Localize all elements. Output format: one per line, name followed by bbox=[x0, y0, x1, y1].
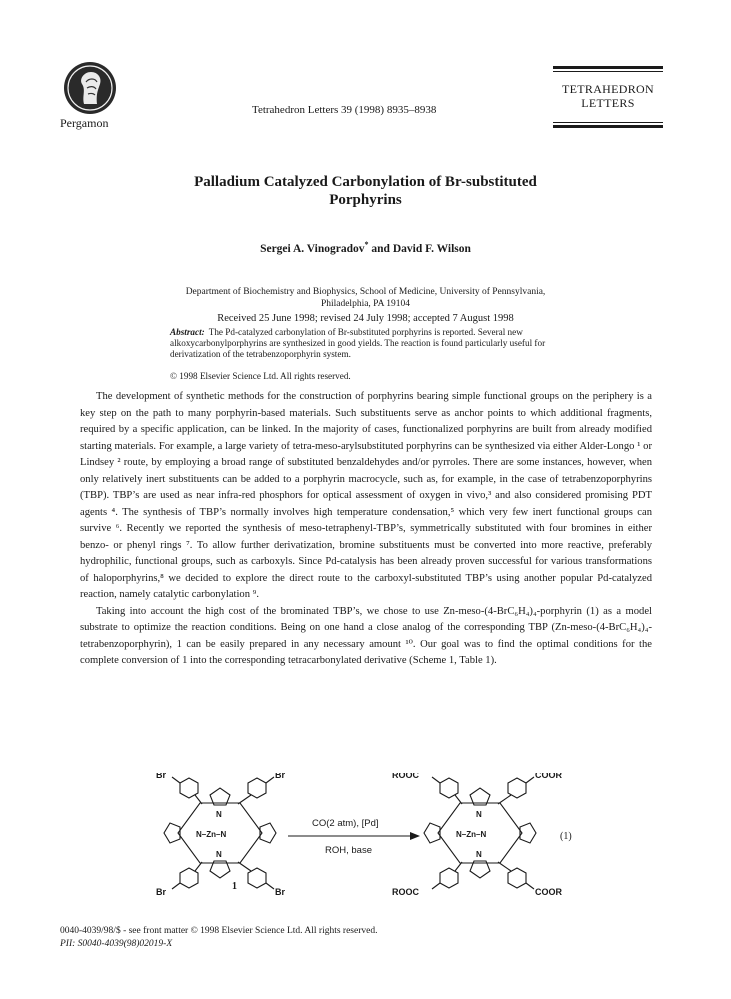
affiliation-line-1: Department of Biochemistry and Biophysics, School of Medicine, University of Pennsylvania, bbox=[185, 287, 546, 297]
reactant-br-bottom-left: Br bbox=[156, 887, 167, 895]
footer-front-matter: 0040-4039/98/$ - see front matter © 1998 Elsevier Science Ltd. All rights reserved. bbox=[60, 926, 378, 936]
journal-name bbox=[556, 82, 660, 110]
product-metal-center: N–Zn–N bbox=[456, 830, 487, 839]
publisher-logo bbox=[62, 60, 118, 116]
article-title bbox=[100, 173, 631, 209]
reaction-scheme-graphic bbox=[140, 773, 620, 895]
product-n-bottom: N bbox=[476, 850, 482, 859]
paragraph-1: The development of synthetic methods for the construction of porphyrins bearing simple functional groups on the periphery is a key step on the path to many porphyrin-based materials. Such substituents serve as anchor points to which additional fragments, required by a specific application, can be linked. In the majority of cases, functionalized porphyrins are built from already modified starting materials. For example, a large variety of tetra-meso-arylsubstituted porphyrins can be synthesized via either Alder-Longo ¹ or Lindsey ² route, by employing a broad range of substituted benzaldehydes and/or pyrroles. There are some instances, however, when only relatively inert substituents can be added to a porphyrin macrocycle, such as, for example, in the case of tetrabenzoporphyrins (TBP). TBP’s are used as near infra-red phosphors for optical assessment of oxygen in vivo,³ and also considered promising PDT agents ⁴. The synthesis of TBP’s normally involves high temperature condensation,⁵ which very few inert functional groups can survive ⁶. Recently we reported the synthesis of meso-tetraphenyl-TBP’s, symmetrically substituted with four bromines in either benzo- or phenyl rings ⁷. To allow further derivatization, bromine substituents must be converted into more reactive, preferably hydrophilic, functional groups, such as carboxyls. Since Pd-catalysis has been already proven successful for various transformations of haloporphyrins,⁸ we decided to explore the direct route to the carboxyl-substituted TBP’s using another popular Pd-catalyzed reaction, namely catalytic carbonylation ⁹. bbox=[80, 391, 652, 600]
author-1: Sergei A. Vinogradov bbox=[260, 242, 365, 255]
paragraph-2: Taking into account the high cost of the brominated TBP’s, we chose to use Zn-meso-(4-BrC₆H₄)₄-porphyrin (1) as a model substrate to optimize the reaction conditions. Being on one hand a close analog of the corresponding TBP (Zn-meso-(4-BrC₆H₄)₄-tetrabenzoporphyrin), 1 can be easily prepared in any necessary amount ¹⁰. Our goal was to find the optimal conditions for the complete conversion of 1 into the corresponding tetracarbonylated derivative (Scheme 1, Table 1). bbox=[80, 605, 652, 666]
abstract-text: The Pd-catalyzed carbonylation of Br-substituted porphyrins is reported. Several new alkoxycarbonylporphyrins are synthesized in good yields. The reaction is found particularly useful for derivatization of the tetrabenzoporphyrin system. bbox=[170, 327, 546, 359]
copyright-notice: © 1998 Elsevier Science Ltd. All rights reserved. bbox=[170, 371, 351, 381]
abstract bbox=[170, 327, 585, 360]
header-rule-top-1 bbox=[553, 66, 663, 69]
reaction-arrow bbox=[288, 818, 420, 856]
product-n-top: N bbox=[476, 810, 482, 819]
affiliation bbox=[130, 286, 601, 310]
compound-label: 1 bbox=[232, 881, 237, 892]
author-2: David F. Wilson bbox=[392, 242, 471, 255]
product-coor-top-right: COOR bbox=[535, 773, 562, 780]
journal-name-line2: LETTERS bbox=[581, 96, 635, 110]
authors bbox=[100, 240, 631, 255]
abstract-label: Abstract: bbox=[170, 327, 205, 337]
affiliation-line-2: Philadelphia, PA 19104 bbox=[320, 299, 411, 309]
footer bbox=[60, 925, 377, 951]
title-line-1: Palladium Catalyzed Carbonylation of Br-substituted bbox=[194, 174, 537, 190]
journal-citation: Tetrahedron Letters 39 (1998) 8935–8938 bbox=[252, 104, 437, 116]
elsevier-tree-logo-icon bbox=[62, 60, 118, 116]
author-join: and bbox=[368, 242, 393, 255]
title-line-2: Porphyrins bbox=[329, 192, 402, 208]
reactant-br-top-right: Br bbox=[275, 773, 286, 780]
corresponding-author-mark: * bbox=[364, 240, 369, 249]
publisher-name: Pergamon bbox=[60, 116, 109, 130]
header-rule-bottom-1 bbox=[553, 122, 663, 123]
received-dates: Received 25 June 1998; revised 24 July 1998; accepted 7 August 1998 bbox=[217, 313, 514, 324]
product-coor-bottom-right: COOR bbox=[535, 887, 562, 895]
journal-name-line1: TETRAHEDRON bbox=[562, 82, 654, 96]
reactant-br-bottom-right: Br bbox=[275, 887, 286, 895]
reactant-br-top-left: Br bbox=[156, 773, 167, 780]
footer-pii: PII: S0040-4039(98)02019-X bbox=[60, 939, 173, 949]
reactant-n-bottom: N bbox=[216, 850, 222, 859]
reagents-bottom: ROH, base bbox=[325, 845, 372, 856]
product-rooc-bottom-left: ROOC bbox=[392, 887, 419, 895]
reactant-n-top: N bbox=[216, 810, 222, 819]
header-rule-top-2 bbox=[553, 71, 663, 72]
header-rule-bottom-2 bbox=[553, 125, 663, 128]
reagents-top: CO(2 atm), [Pd] bbox=[312, 818, 379, 829]
product-rooc-top-left: ROOC bbox=[392, 773, 419, 780]
body-text bbox=[80, 389, 652, 670]
equation-number: (1) bbox=[560, 831, 572, 842]
reaction-scheme bbox=[140, 773, 620, 895]
reactant-metal-center: N–Zn–N bbox=[196, 830, 227, 839]
